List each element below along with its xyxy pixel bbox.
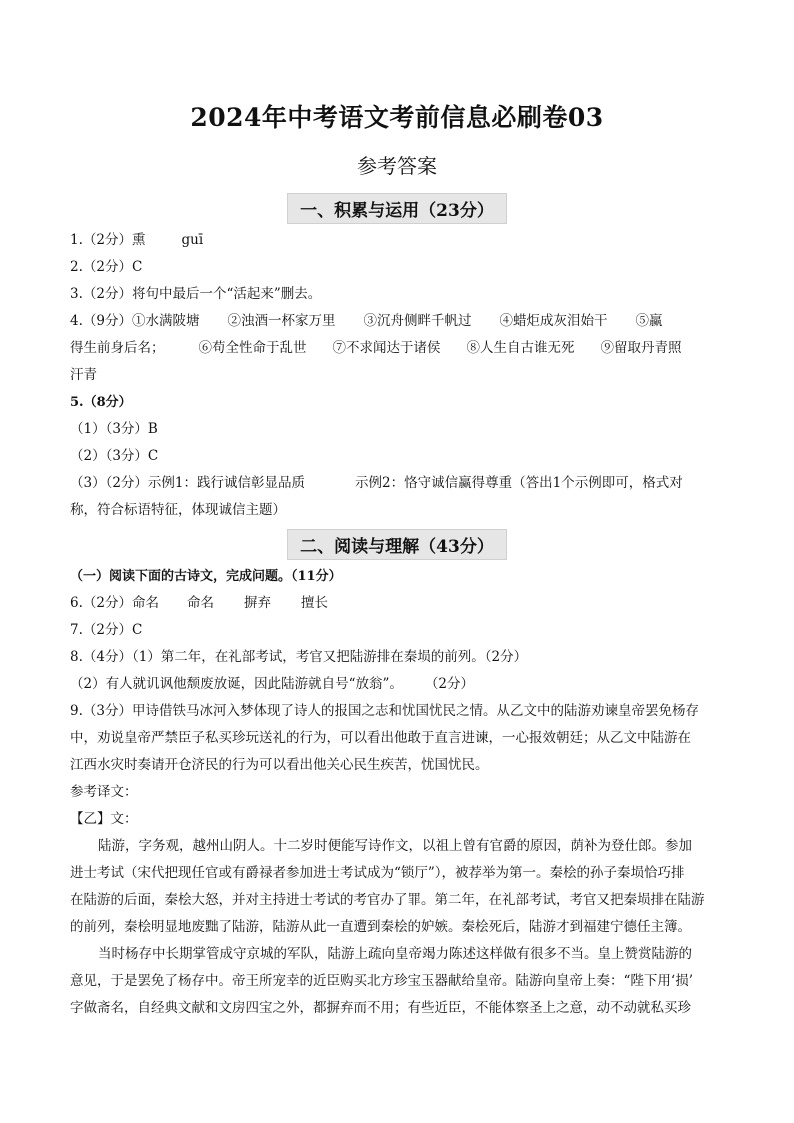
answer-q8-2: （2）有人就讥讽他颓废放诞，因此陆游就自号“放翁”。 （2分）	[70, 676, 474, 692]
translation-p1-line2: 进士考试（宋代把现任官或有爵禄者参加进士考试成为“锁厅”），被荐举为第一。秦桧的孙子秦埙恰巧排	[70, 865, 685, 881]
translation-p2-line3: 字做斋名，自经典文献和文房四宝之外，都摒弃而不用；有些近臣，不能体察圣上之意，动不动就私买珍	[70, 1000, 691, 1016]
translation-p1-line4: 的前列，秦桧明显地废黜了陆游，陆游从此一直遭到秦桧的妒嫉。秦桧死后，陆游才到福建宁德任主簿。	[70, 919, 691, 935]
answer-q5-2: （2）（3分）C	[70, 448, 159, 464]
document-title: 2024年中考语文考前信息必刷卷03	[190, 103, 604, 132]
answer-q4-line3: 汗青	[70, 367, 97, 383]
answer-q6: 6.（2分）命名 命名 摒弃 擅长	[70, 595, 328, 611]
answer-q5-3: （3）（2分）示例1：践行诚信彰显品质 示例2：恪守诚信赢得尊重（答出1个示例即可，格式对	[70, 475, 683, 491]
answer-q8-1: 8.（4分）（1）第二年，在礼部考试，考官又把陆游排在秦埙的前列。（2分）	[70, 649, 528, 665]
answer-q5-head: 5.（8分）	[70, 395, 132, 410]
translation-p1-line1: 陆游，字务观，越州山阴人。十二岁时便能写诗作文，以祖上曾有官爵的原因，荫补为登仕郎。参加	[98, 838, 692, 854]
answer-q9-line3: 江西水灾时奏请开仓济民的行为可以看出他关心民生疾苦，忧国忧民。	[70, 757, 489, 773]
section-heading-1-label: 一、积累与运用（23分）	[287, 193, 507, 224]
section-heading-1	[0, 193, 794, 224]
section-heading-2-label: 二、阅读与理解（43分）	[287, 529, 507, 560]
answer-q9-line1: 9.（3分）甲诗借铁马冰河入梦体现了诗人的报国之志和忧国忧民之情。从乙文中的陆游劝谏皇帝罢免杨存	[70, 703, 699, 719]
answer-q4-line2: 得生前身后名； ⑥苟全性命于乱世 ⑦不求闻达于诸侯 ⑧人生自古谁无死 ⑨留取丹青照	[70, 340, 682, 356]
answer-q9-line2: 中，劝说皇帝严禁臣子私买珍玩送礼的行为，可以看出他敢于直言进谏，一心报效朝廷；从乙文中陆游在	[70, 730, 691, 746]
translation-p2-line1: 当时杨存中长期掌管成守京城的军队，陆游上疏向皇帝竭力陈述这样做有很多不当。皇上赞赏陆游的	[98, 946, 692, 962]
subsection-heading: （一）阅读下面的古诗文，完成问题。（11分）	[70, 569, 342, 584]
answer-q7: 7.（2分）C	[70, 622, 143, 638]
translation-p2-line2: 意见，于是罢免了杨存中。帝王所宠幸的近臣购买北方珍宝玉器献给皇帝。陆游向皇帝上奏：“陛下用‘损’	[70, 973, 693, 989]
document-subtitle: 参考答案	[357, 154, 437, 178]
translation-p1-line3: 在陆游的后面，秦桧大怒，并对主持进士考试的考官办了罪。第二年，在礼部考试，考官又把秦埙排在陆游	[70, 892, 705, 908]
translation-label: 参考译文：	[70, 784, 138, 800]
part1-answers	[70, 227, 724, 524]
section-heading-2	[0, 529, 794, 560]
answer-q5-3-cont: 称，符合标语特征，体现诚信主题）	[70, 502, 286, 518]
answer-q1: 1.（2分）熏 guī	[70, 232, 204, 248]
answer-q2: 2.（2分）C	[70, 259, 143, 275]
part2-answers	[70, 563, 724, 1022]
translation-b-label: 【乙】文：	[70, 811, 138, 827]
answer-q3: 3.（2分）将句中最后一个“活起来”删去。	[70, 286, 322, 302]
answer-q4-line1: 4.（9分）①水满陂塘 ②浊酒一杯家万里 ③沉舟侧畔千帆过 ④蜡炬成灰泪始干 ⑤赢	[70, 313, 663, 329]
answer-q5-1: （1）（3分）B	[70, 421, 158, 437]
